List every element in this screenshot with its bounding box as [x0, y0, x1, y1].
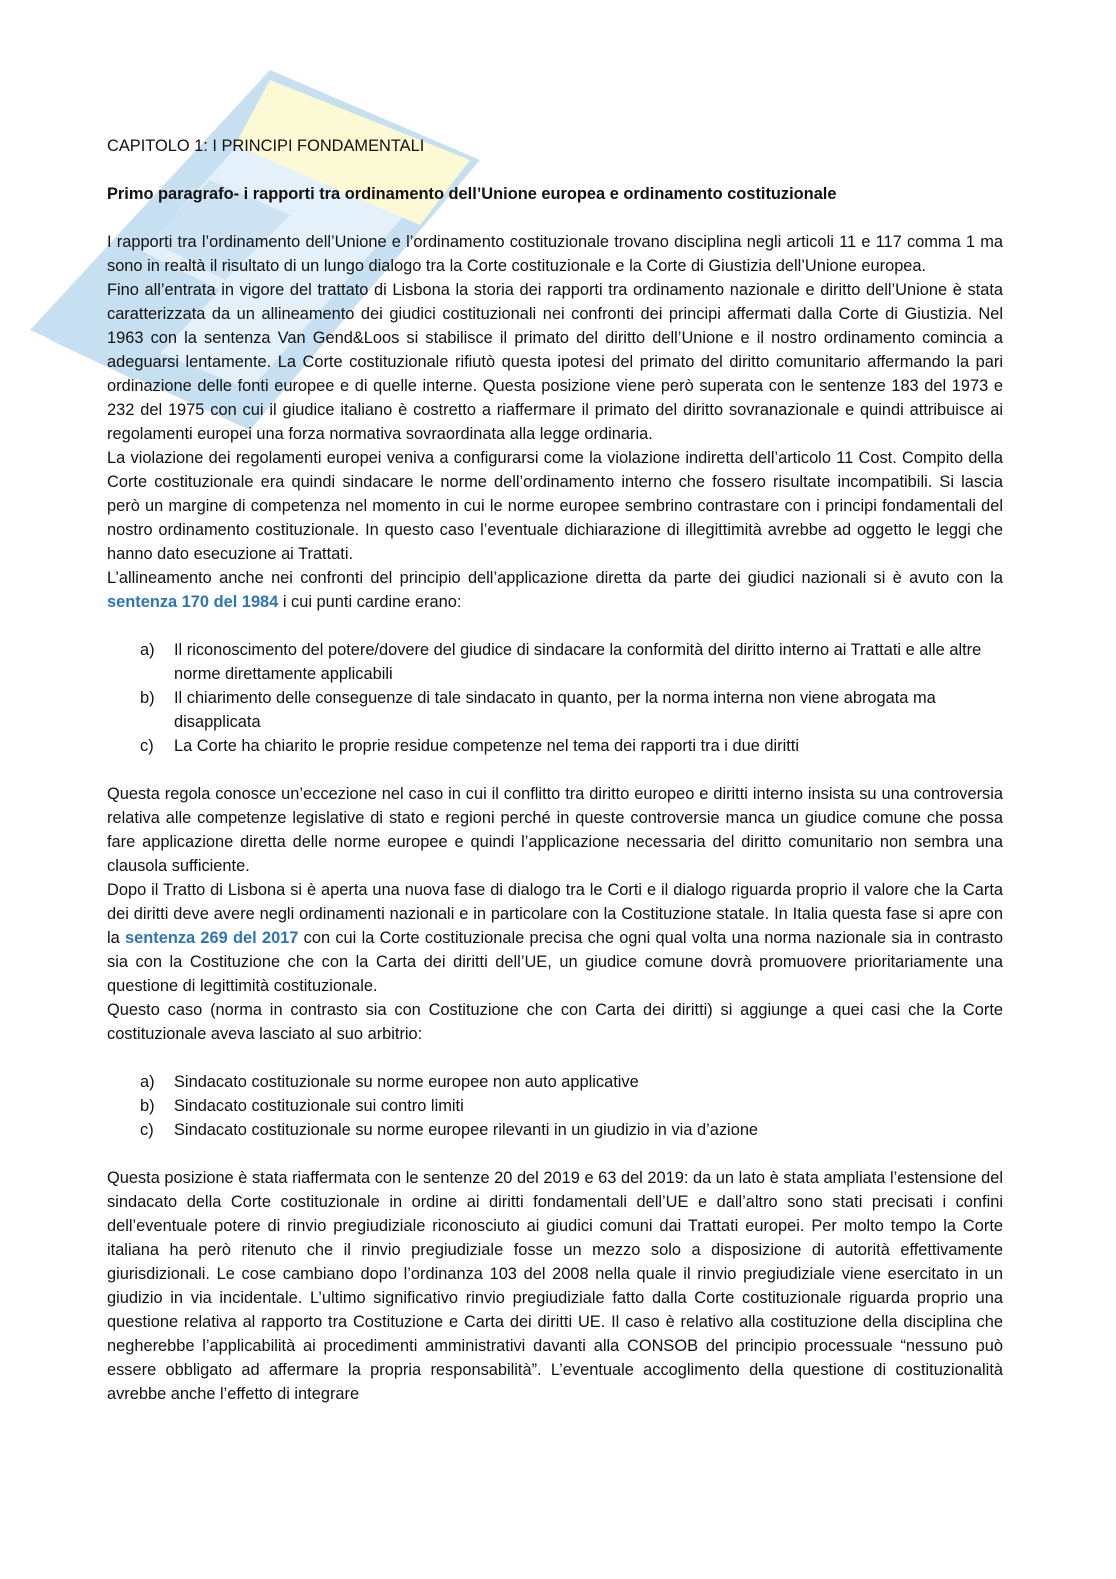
body-block-1 — [107, 230, 1003, 614]
list-item-label: a) — [140, 641, 155, 659]
paragraph-8: Questa posizione è stata riaffermata con le sentenze 20 del 2019 e 63 del 2019: da un lato è stata ampliata l’estensione del sindacato della Corte costituzionale in ordine ai diritti fondamentali dell’UE e dall’altro sono stati precisati i confini dell’eventuale potere di rinvio pregiudiziale riconosciuto ai giudici comuni dai Trattati europei. Per molto tempo la Corte italiana ha però ritenuto che il rinvio pregiudiziale fosse un mezzo solo a disposizione di autorità effettivamente giurisdizionali. Le cose cambiano dopo l’ordinanza 103 del 2008 nella quale il rinvio pregiudiziale viene esercitato in un giudizio in via incidentale. L’ultimo significativo rinvio pregiudiziale fatto dalla Corte costituzionale riguarda proprio una questione relativa al rapporto tra Costituzione e Carta dei diritti UE. Il caso è relativo alla costituzione della disciplina che negherebbe l’applicabilità ai procedimenti amministrativi davanti alla CONSOB del principio processuale “nessuno può essere obbligato ad affermare la propria responsabilità”. L’eventuale accoglimento della questione di costituzionalità avrebbe anche l’effetto di integrare — [107, 1169, 1003, 1403]
paragraph-1: I rapporti tra l’ordinamento dell’Unione e l’ordinamento costituzionale trovano disciplina negli articoli 11 e 117 comma 1 ma sono in realtà il risultato di un lungo dialogo tra la Corte costituzionale e la Corte di Giustizia dell’Unione europea. — [107, 233, 1003, 275]
paragraph-4-before: L’allineamento anche nei confronti del principio dell’applicazione diretta da parte dei giudici nazionali si è avuto con la — [107, 569, 1003, 587]
sentenza-269-link[interactable]: sentenza 269 del 2017 — [125, 929, 299, 947]
paragraph-4 — [107, 566, 1003, 614]
list-item-text: Sindacato costituzionale su norme europee rilevanti in un giudizio in via d’azione — [174, 1121, 759, 1139]
paragraph-6 — [107, 878, 1003, 998]
list-item-text: Sindacato costituzionale sui contro limiti — [174, 1097, 464, 1115]
list-item — [107, 1118, 1003, 1142]
paragraph-6-before: Dopo il Tratto di Lisbona si è aperta una nuova fase di dialogo tra le Corti e il dialogo riguarda proprio il valore che la Carta dei diritti deve avere negli ordinamenti nazionali e in particolare con la Costituzione statale. In Italia questa fase si apre con la — [107, 881, 1003, 947]
list-item — [107, 686, 1003, 734]
section-title: Primo paragrafo- i rapporti tra ordinamento dell’Unione europea e ordinamento costituzionale — [107, 185, 837, 203]
list-item-label: b) — [140, 689, 155, 707]
chapter-title: CAPITOLO 1: I PRINCIPI FONDAMENTALI — [107, 137, 425, 155]
paragraph-3: La violazione dei regolamenti europei veniva a configurarsi come la violazione indiretta dell’articolo 11 Cost. Compito della Corte costituzionale era quindi sindacare le norme dell’ordinamento interno che fossero risultate incompatibili. Si lascia però un margine di competenza nel momento in cui le norme europee sembrino contrastare con i principi fondamentali del nostro ordinamento costituzionale. In questo caso l’eventuale dichiarazione di illegittimità avrebbe ad oggetto le leggi che hanno dato esecuzione ai Trattati. — [107, 449, 1003, 563]
list-item-label: c) — [140, 1121, 154, 1139]
list-item — [107, 1070, 1003, 1094]
paragraph-2: Fino all’entrata in vigore del trattato di Lisbona la storia dei rapporti tra ordinamento nazionale e diritto dell’Unione è stata caratterizzata da un allineamento dei giudici costituzionali nei confronti dei principi affermati dalla Corte di Giustizia. Nel 1963 con la sentenza Van Gend&Loos si stabilisce il primato del diritto dell’Unione e il nostro ordinamento comincia a adeguarsi lentamente. La Corte costituzionale rifiutò questa ipotesi del primato del diritto comunitario affermando la pari ordinazione delle fonti europee e di quelle interne. Questa posizione viene però superata con le sentenze 183 del 1973 e 232 del 1975 con cui il giudice italiano è costretto a riaffermare il primato del diritto sovranazionale e quindi attribuisce ai regolamenti europei una forza normativa sovraordinata alla legge ordinaria. — [107, 281, 1003, 443]
list-2 — [107, 1070, 1003, 1142]
list-item-label: a) — [140, 1073, 155, 1091]
list-item-text: Sindacato costituzionale su norme europee non auto applicative — [174, 1073, 639, 1091]
list-item-label: c) — [140, 737, 154, 755]
paragraph-6-after: con cui la Corte costituzionale precisa che ogni qual volta una norma nazionale sia in contrasto sia con la Costituzione che con la Carta dei diritti dell’UE, un giudice comune dovrà promuovere prioritariamente una questione di legittimità costituzionale. — [107, 929, 1003, 995]
paragraph-7: Questo caso (norma in contrasto sia con Costituzione che con Carta dei diritti) si aggiunge a quei casi che la Corte costituzionale aveva lasciato al suo arbitrio: — [107, 1001, 1003, 1043]
document-page — [107, 130, 1003, 1406]
sentenza-170-link[interactable]: sentenza 170 del 1984 — [107, 593, 279, 611]
list-item-text: Il chiarimento delle conseguenze di tale sindacato in quanto, per la norma interna non viene abrogata ma disapplicata — [174, 689, 936, 731]
list-item — [107, 734, 1003, 758]
list-item-text: Il riconoscimento del potere/dovere del giudice di sindacare la conformità del diritto interno ai Trattati e alle altre norme direttamente applicabili — [174, 641, 982, 683]
paragraph-5: Questa regola conosce un’eccezione nel caso in cui il conflitto tra diritto europeo e diritti interno insista su una controversia relativa alle competenze legislative di stato e regioni perché in queste controversie manca un giudice comune che possa fare applicazione diretta delle norme europee e quindi l’applicazione necessaria del diritto comunitario non sembra una clausola sufficiente. — [107, 785, 1003, 875]
list-item-label: b) — [140, 1097, 155, 1115]
body-block-3 — [107, 1166, 1003, 1406]
body-block-2 — [107, 782, 1003, 1046]
list-item-text: La Corte ha chiarito le proprie residue competenze nel tema dei rapporti tra i due diritti — [174, 737, 799, 755]
list-1 — [107, 638, 1003, 758]
list-item — [107, 638, 1003, 686]
paragraph-4-after: i cui punti cardine erano: — [278, 593, 462, 611]
list-item — [107, 1094, 1003, 1118]
